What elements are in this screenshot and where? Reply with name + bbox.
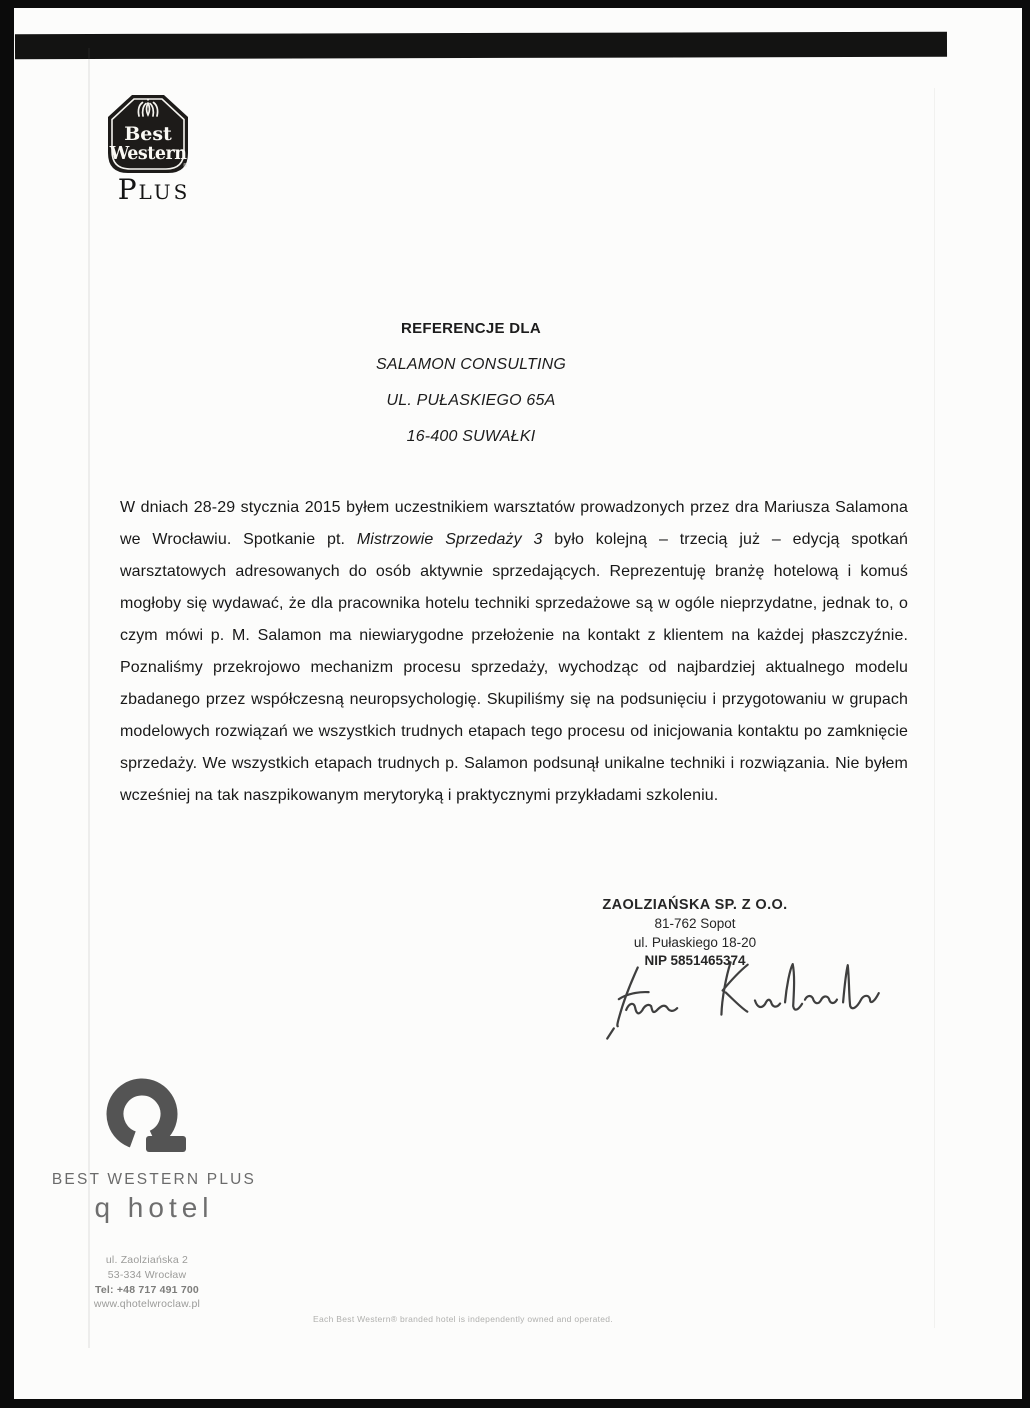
recipient-block <box>115 311 827 455</box>
best-western-badge-icon <box>106 93 190 175</box>
recipient-street: UL. PUŁASKIEGO 65A <box>386 392 556 409</box>
body-text-after: było kolejną – trzecią już – edycją spotkań warsztatowych adresowanych do osób aktywnie sprzedających. Reprezentuję branżę hotelową i komuś mogłoby się wydawać, że dla pracownika hotelu techniki sprzedażowe są w ogóle nieprzydatne, jednak to, o czym mówi p. M. Salamon ma niewiarygodne przełożenie na kontakt z klientem na każdej płaszczyźnie. Poznaliśmy przekrojowo mechanizm procesu sprzedaży, wychodząc od najbardziej aktualnego modelu zbadanego przez współczesną neuropsychologię. Skupiliśmy się na podsunięciu i przygotowaniu w grupach modelowych rozwiązań we wszystkich trudnych etapach tego procesu od inicjowania kontaktu po zamknięcie sprzedaży. We wszystkich etapach trudnych p. Salamon podsunął unikalne techniki i rozwiązania. Nie byłem wcześniej na tak naszpikowanym merytoryką i praktycznymi przykładami szkoleniu. <box>120 531 908 804</box>
signer-postal: 81-762 Sopot <box>654 916 736 931</box>
registered-mark-icon: ® <box>182 163 188 169</box>
paper-sheet <box>14 8 1022 1399</box>
badge-word-best: Best <box>124 123 172 145</box>
footer-brand-line: BEST WESTERN PLUS <box>51 1171 257 1188</box>
signer-company-name: ZAOLZIAŃSKA SP. Z O.O. <box>602 897 788 913</box>
letter-title: REFERENCJE DLA <box>400 320 542 337</box>
hotel-address-block <box>47 1253 247 1312</box>
hotel-phone: Tel: +48 717 491 700 <box>95 1283 199 1296</box>
recipient-city: 16-400 SUWAŁKI <box>406 428 536 445</box>
scan-fold-shadow-left <box>88 48 90 1348</box>
scan-black-bar <box>15 32 947 59</box>
brand-disclaimer: Each Best Western® branded hotel is independently owned and operated. <box>313 1314 613 1324</box>
badge-plus-label: PLUS <box>117 173 191 206</box>
body-text-before: W dniach 28-29 stycznia 2015 byłem uczestnikiem warsztatów prowadzonych przez dra Mariusza Salamona we Wrocławiu. Spotkanie pt. <box>120 499 908 548</box>
handwritten-signature <box>589 956 899 1048</box>
workshop-title: Mistrzowie Sprzedaży 3 <box>356 531 543 548</box>
hotel-address-city: 53-334 Wrocław <box>107 1268 187 1281</box>
signer-street: ul. Pułaskiego 18-20 <box>633 934 757 950</box>
badge-word-western: Western <box>109 144 187 164</box>
scan-fold-shadow-right <box>934 88 935 1328</box>
footer-hotel-name: q hotel <box>94 1192 214 1223</box>
signer-nip: NIP 5851465374 <box>644 953 746 968</box>
hotel-address-street: ul. Zaolziańska 2 <box>105 1254 189 1266</box>
recipient-company: SALAMON CONSULTING <box>376 356 566 373</box>
hotel-website: www.qhotelwroclaw.pl <box>93 1298 201 1311</box>
letter-body-paragraph <box>120 492 908 812</box>
footer-brand-block <box>19 1170 289 1224</box>
q-hotel-logo-icon <box>102 1076 194 1164</box>
